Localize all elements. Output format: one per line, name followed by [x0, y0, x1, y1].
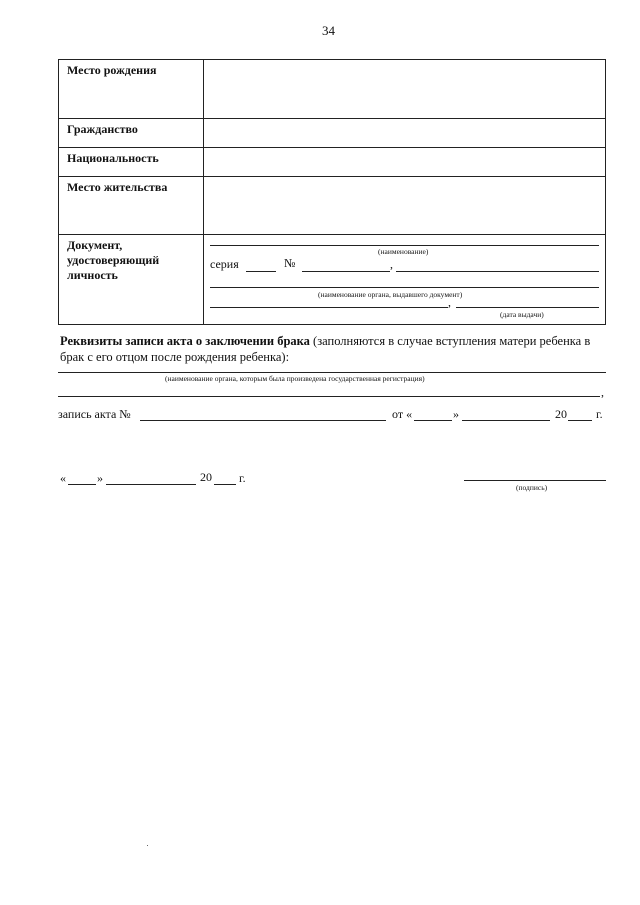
- marriage-heading-bold: Реквизиты записи акта о заключении брака: [60, 334, 310, 348]
- footer-day-line[interactable]: [68, 484, 96, 485]
- record-from-label: от «: [392, 407, 413, 421]
- field-residence[interactable]: [204, 177, 606, 235]
- label-citizenship: Гражданство: [59, 119, 204, 148]
- table-row: [59, 119, 606, 148]
- issuer-comma: ,: [448, 295, 451, 309]
- record-year-prefix: 20: [555, 407, 567, 421]
- record-day-line[interactable]: [414, 420, 452, 421]
- signature-line[interactable]: [464, 480, 606, 481]
- field-citizenship[interactable]: [204, 119, 606, 148]
- series-label: серия: [210, 257, 239, 271]
- record-quote-close: »: [453, 407, 459, 421]
- field-identity-document[interactable]: [204, 235, 606, 325]
- label-nationality: Национальность: [59, 148, 204, 177]
- field-nationality[interactable]: [204, 148, 606, 177]
- table-row: [59, 60, 606, 119]
- registrar-line-2[interactable]: [58, 396, 600, 397]
- marriage-section-heading: [60, 333, 608, 365]
- marriage-heading-rest: (заполняются в случае вступления матери ребенка в брак с его отцом после рождения ребенка):: [60, 334, 591, 364]
- footer-year-prefix: 20: [200, 470, 212, 484]
- table-row: [59, 148, 606, 177]
- record-year-line[interactable]: [568, 420, 592, 421]
- scan-speck: [147, 845, 148, 846]
- table-row: [59, 177, 606, 235]
- caption-document-name: (наименование): [378, 247, 429, 256]
- caption-issuer: (наименование органа, выдавшего документ): [318, 290, 463, 299]
- page-number: 34: [322, 23, 335, 38]
- record-label: запись акта №: [58, 407, 131, 421]
- field-birth-place[interactable]: [204, 60, 606, 119]
- caption-signature: (подпись): [516, 483, 548, 492]
- table-row: [59, 235, 606, 325]
- record-year-suffix: г.: [596, 407, 603, 421]
- footer-quote-open: «: [60, 471, 66, 485]
- caption-registrar: (наименование органа, которым была произведена государственная регистрация): [165, 374, 425, 383]
- caption-issue-date: (дата выдачи): [500, 310, 544, 319]
- footer-year-line[interactable]: [214, 484, 236, 485]
- footer-quote-close: »: [97, 471, 103, 485]
- label-birth-place: Место рождения: [59, 60, 204, 119]
- record-number-line[interactable]: [140, 420, 386, 421]
- footer-year-suffix: г.: [239, 471, 246, 485]
- personal-data-table: [58, 59, 606, 325]
- label-residence: Место жительства: [59, 177, 204, 235]
- record-month-line[interactable]: [462, 420, 550, 421]
- series-comma: ,: [390, 257, 393, 271]
- footer-month-line[interactable]: [106, 484, 196, 485]
- number-label: №: [284, 256, 296, 270]
- registrar-comma: ,: [601, 385, 604, 399]
- label-identity-document: Документ, удостоверяющий личность: [59, 235, 204, 325]
- registrar-line-1[interactable]: [58, 372, 606, 373]
